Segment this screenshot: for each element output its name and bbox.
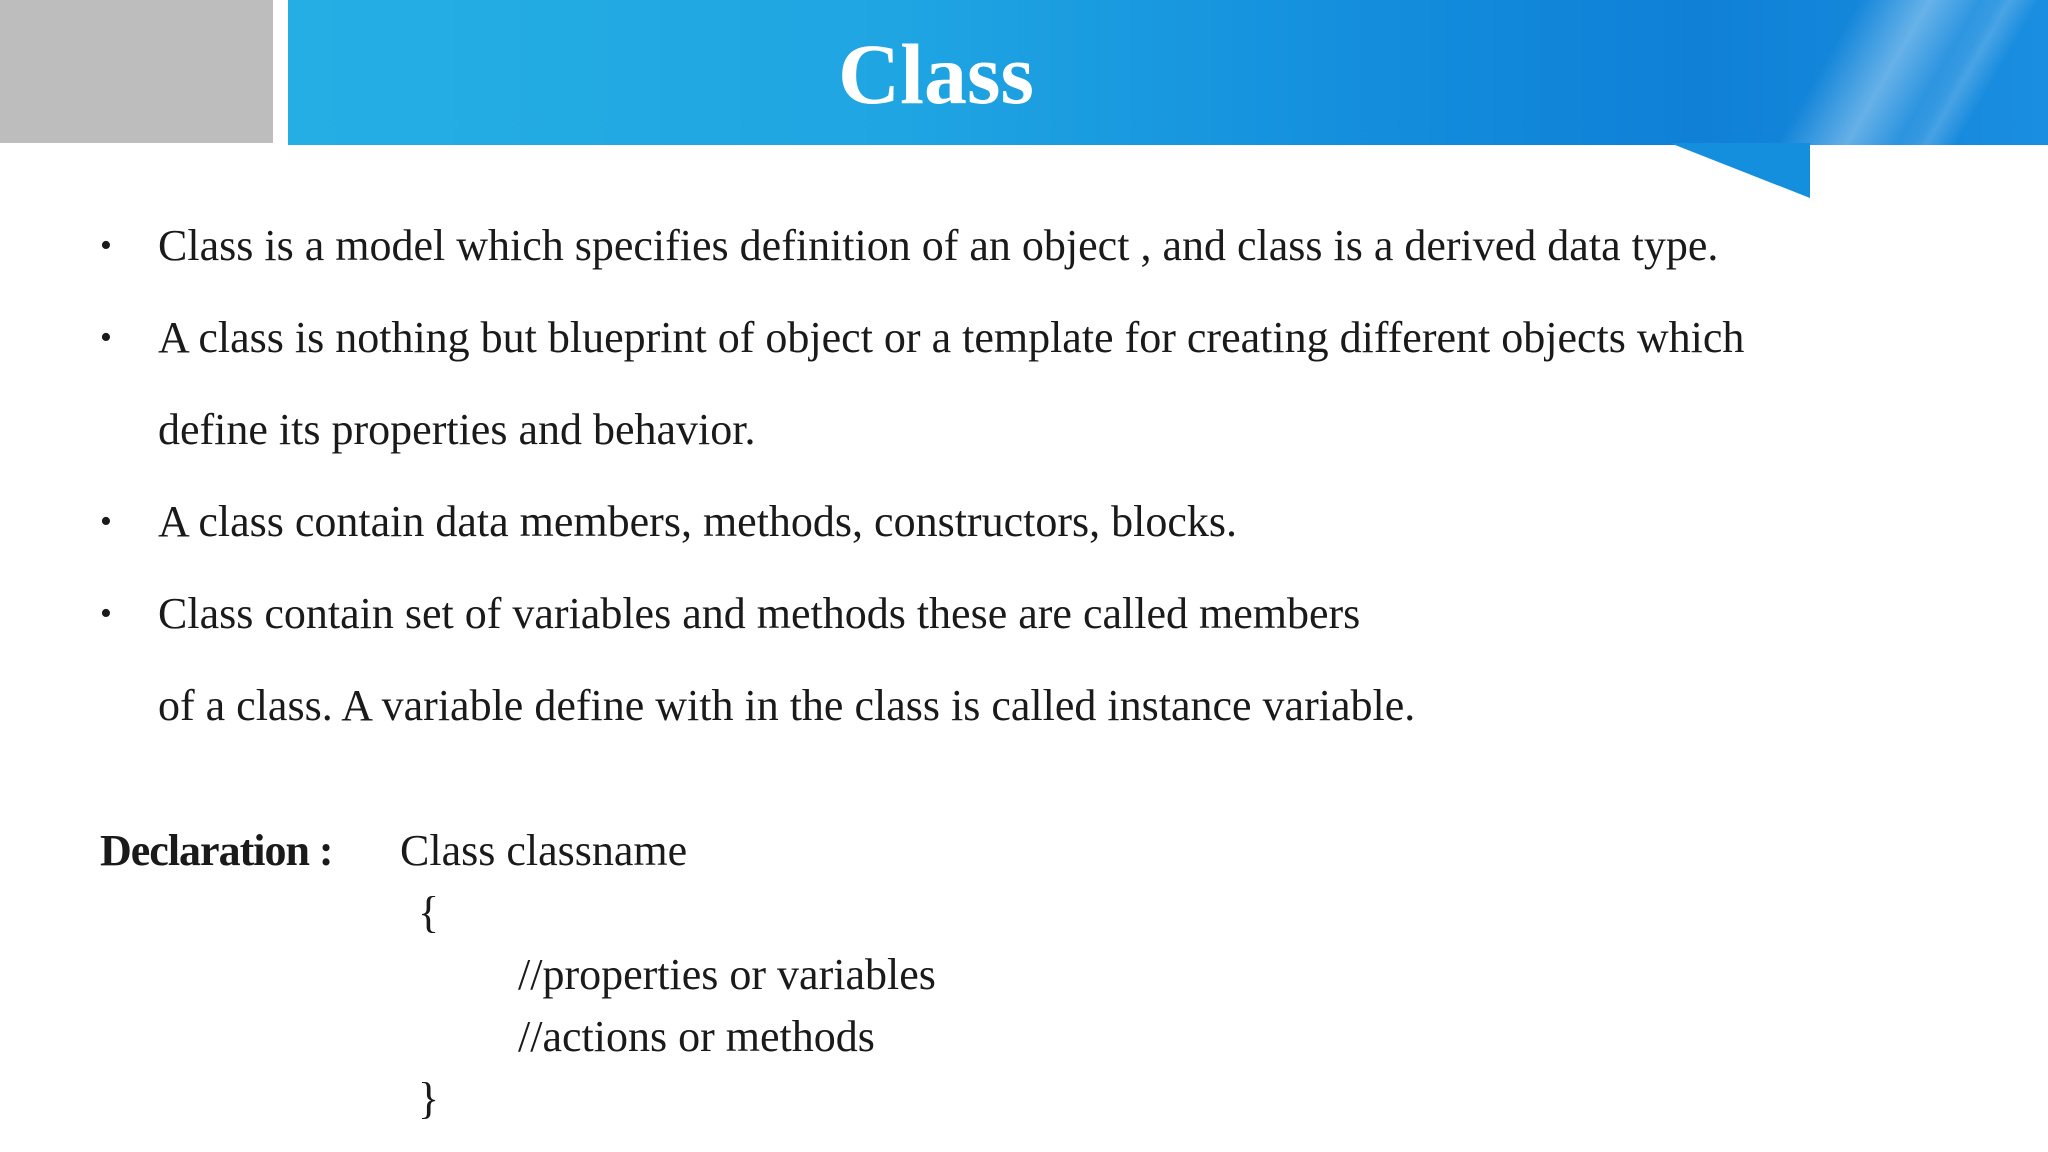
bullet-text: A class contain data members, methods, constructors, blocks. xyxy=(158,497,1237,546)
bullet-list xyxy=(100,200,2000,752)
code-line-close-brace: } xyxy=(418,1074,440,1123)
header-grey-block xyxy=(0,0,273,143)
bullet-text-continuation: of a class. A variable define with in the class is called instance variable. xyxy=(158,681,1416,730)
bullet-item xyxy=(100,292,2000,476)
bullet-dot: • xyxy=(100,503,112,540)
code-line-open-brace: { xyxy=(418,888,440,937)
bullet-text: Class contain set of variables and methods these are called members xyxy=(158,589,1361,638)
bullet-dot: • xyxy=(100,227,112,264)
bullet-item xyxy=(100,568,2000,752)
header-ribbon-tail xyxy=(1670,143,1810,198)
bullet-item xyxy=(100,476,2000,568)
bullet-dot: • xyxy=(100,319,112,356)
bullet-dot: • xyxy=(100,595,112,632)
declaration-label: Declaration : xyxy=(100,826,333,875)
bullet-text: Class is a model which specifies definition of an object , and class is a derived data type. xyxy=(158,221,1719,270)
code-line-class-header: Class classname xyxy=(400,826,688,875)
code-line-comment-actions: //actions or methods xyxy=(518,1012,875,1061)
bullet-item xyxy=(100,200,2000,292)
bullet-text: A class is nothing but blueprint of object or a template for creating different objects which xyxy=(158,313,1745,362)
bullet-text-continuation: define its properties and behavior. xyxy=(158,405,756,454)
code-line-comment-properties: //properties or variables xyxy=(518,950,936,999)
slide-title: Class xyxy=(838,26,1034,122)
